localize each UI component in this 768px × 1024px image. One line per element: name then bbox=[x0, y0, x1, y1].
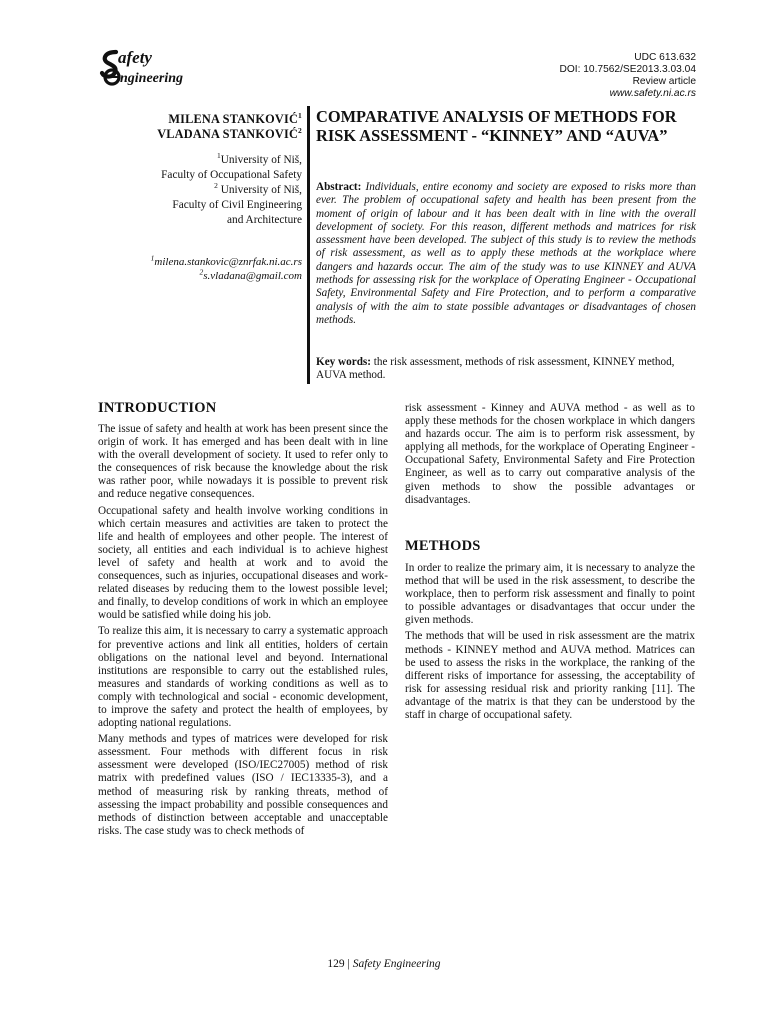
keywords-text: the risk assessment, methods of risk assessment, KINNEY method, AUVA method. bbox=[316, 356, 675, 382]
abstract-text: Individuals, entire economy and society are exposed to risks more than ever. The problem of occupational safety and health has been present from the moment of origin of labour and it has been dealt with in line with the overall development of society. For this reason, different methods and matrices for risk assessment have been developed. The subject of this study is to review the methods of risk assessment, as well as to apply these methods at the workplace where dangers and hazards occur. The aim of the study was to use KINNEY and AUVA methods for assessing risk for the workplace of Operating Engineer - Occupational Safety, Environmental Safety and Fire Protection, and to perform a comparative analysis of with the aim to state possible advantages or disadvantages of chosen methods. bbox=[316, 181, 697, 326]
affiliation-1: $^1$University of Niš, bbox=[216, 151, 302, 166]
introduction-heading: INTRODUCTION bbox=[98, 400, 217, 416]
affiliations bbox=[96, 153, 302, 228]
author-emails bbox=[96, 253, 302, 283]
email-2[interactable]: $^2$s.vladana@gmail.com bbox=[199, 266, 302, 282]
authors-block bbox=[96, 112, 302, 283]
footer-journal: Safety Engineering bbox=[352, 958, 441, 970]
footer-separator: | bbox=[344, 958, 353, 970]
methods-body bbox=[405, 562, 695, 725]
email-1[interactable]: $^1$milena.stankovic@znrfak.ni.ac.rs bbox=[150, 253, 302, 268]
abstract-label: Abstract: bbox=[316, 181, 362, 193]
introduction-continuation bbox=[405, 402, 695, 510]
keywords bbox=[316, 356, 696, 383]
article-meta bbox=[456, 52, 696, 100]
journal-url[interactable]: www.safety.ni.ac.rs bbox=[609, 88, 696, 99]
safety-engineering-logo-icon bbox=[96, 46, 224, 88]
doi: DOI: 10.7562/SE2013.3.03.04 bbox=[559, 64, 696, 75]
svg-text:ngineering: ngineering bbox=[120, 71, 184, 86]
paragraph: Occupational safety and health involve working conditions in which certain measures and activities are taken to protect the life and health of employees and other people. The interest of society, all entities and each individual is to achieve highest level of safety and health at work and to avoid the consequences, such as injuries, occupational diseases and work-related diseases by reducing them to the lowest possible level; and finally, to develop conditions of work in which an employee would be satisfied while doing his job. bbox=[98, 504, 388, 622]
affiliation-2-faculty: Faculty of Civil Engineering and Architecture bbox=[172, 199, 302, 226]
page-number: 129 bbox=[327, 958, 345, 970]
affiliation-1-faculty: Faculty of Occupational Safety bbox=[161, 169, 302, 181]
paragraph: The methods that will be used in risk assessment are the matrix methods - KINNEY method and AUVA method. Matrices can be used to assess the risks in the workplace, the ranking of the different risks of importance for assessing, the acceptability of risk for assessing residual risk and priority ranking [11]. The advantage of the matrix is that they can be understood by the staff in charge of occupational safety. bbox=[405, 630, 695, 722]
author-1: MILENA STANKOVIĆ$^1$ bbox=[168, 110, 302, 126]
abstract bbox=[316, 181, 696, 327]
keywords-label: Key words: bbox=[316, 356, 371, 368]
paragraph: To realize this aim, it is necessary to carry a systematic approach for preventive actions and link all entities, holders of certain obligations on the national level and beyond. International institutions are responsible to carry out the established rules, measures and standards of working conditions as well as to comply with technological and social - economic development, to improve the safety and protect the health of employees, by adopting national regulations. bbox=[98, 625, 388, 730]
udc-code: UDC 613.632 bbox=[634, 52, 696, 63]
paragraph: Many methods and types of matrices were developed for risk assessment. Four methods with different focus in risk assessment were developed (ISO/IEC27005) method of risk matrix with predefined values (ISO / IEC13335-3), and a method of measuring risk by ranking threats, method of assessing the impact probability and possible consequences and methods of distinction between acceptable and unacceptable risks. The case study was to check methods of bbox=[98, 733, 388, 837]
header-divider bbox=[307, 106, 310, 384]
article-type: Review article bbox=[632, 76, 696, 87]
page-footer bbox=[0, 958, 768, 970]
affiliation-2: $^2$ University of Niš, bbox=[214, 181, 302, 196]
author-2: VLADANA STANKOVIĆ$^2$ bbox=[157, 125, 302, 141]
introduction-body bbox=[98, 423, 388, 841]
svg-text:afety: afety bbox=[118, 48, 152, 67]
paragraph: In order to realize the primary aim, it is necessary to analyze the method that will be used in the risk assessment, to describe the workplace, then to perform risk assessment and finally to point to possible advantages or disadvantages that occur under the given methods. bbox=[405, 562, 695, 627]
paragraph: The issue of safety and health at work has been present since the origin of work. It has emerged and has been dealt with in line with the overall development of society. It used to refer only to the consequences of risk because the knowledge about the risk was rather poor, while nowadays it is possible to prevent risk and reduce negative consequences. bbox=[98, 423, 388, 501]
paper-title: COMPARATIVE ANALYSIS OF METHODS FOR RISK ASSESSMENT - “KINNEY” AND “AUVA” bbox=[316, 107, 677, 145]
journal-logo bbox=[96, 46, 224, 88]
methods-heading: METHODS bbox=[405, 538, 481, 554]
paragraph: risk assessment - Kinney and AUVA method - as well as to apply these methods for the chosen workplace in which dangers and hazards occur. The aim is to perform risk assessment, by applying all methods, for the workplace of Operating Engineer - Occupational Safety, Environmental Safety and Fire Protection Engineer, as well as to carry out comparative analysis of the given methods to show the possible advantages or disadvantages. bbox=[405, 402, 695, 506]
